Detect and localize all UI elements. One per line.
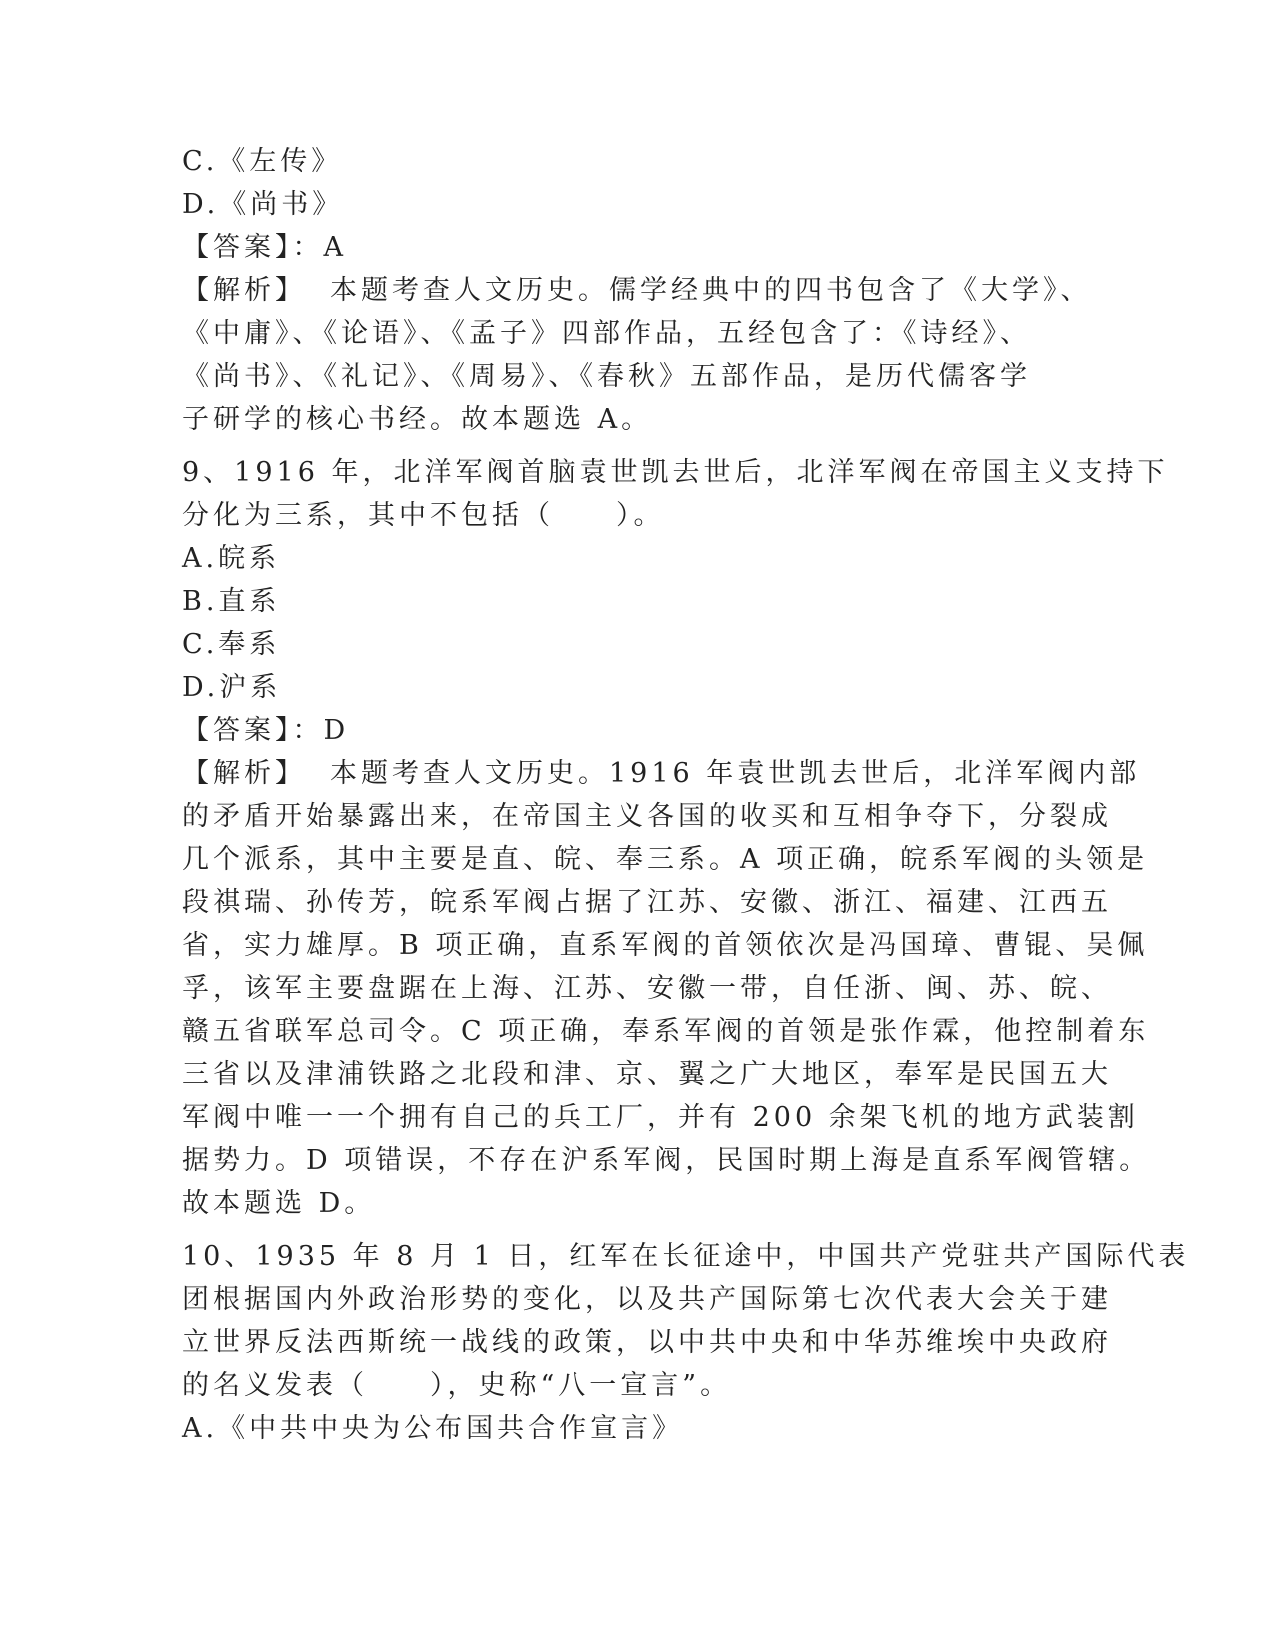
option-b: B.直系 [182,586,281,617]
question-stem: 立世界反法西斯统一战线的政策，以中共中央和中华苏维埃中央政府 [182,1327,1112,1358]
analysis-text: 本题考查人文历史。儒学经典中的四书包含了《大学》、 [330,275,1092,306]
option-c: C.《左传》 [182,146,343,177]
option-c: C.奉系 [182,629,281,660]
analysis-line: 赣五省联军总司令。C 项正确，奉系军阀的首领是张作霖，他控制着东 [182,1016,1150,1047]
analysis-line: 的矛盾开始暴露出来，在帝国主义各国的收买和互相争夺下，分裂成 [182,801,1112,832]
question-stem: 分化为三系，其中不包括（ ）。 [182,500,665,531]
analysis-line: 《中庸》、《论语》、《孟子》四部作品，五经包含了：《诗经》、 [182,318,1031,349]
analysis-line: 据势力。D 项错误，不存在沪系军阀，民国时期上海是直系军阀管辖。 [182,1145,1151,1176]
question-8 [182,140,1092,441]
analysis-line: 孚，该军主要盘踞在上海、江苏、安徽一带，自任浙、闽、苏、皖、 [182,973,1112,1004]
analysis-line [182,269,1092,312]
analysis-label: 【解析】 [182,275,306,306]
analysis-line: 《尚书》、《礼记》、《周易》、《春秋》五部作品，是历代儒客学 [182,361,1031,392]
question-stem: 10、1935 年 8 月 1 日，红军在长征途中，中国共产党驻共产国际代表 [182,1241,1190,1272]
question-stem: 9、1916 年，北洋军阀首脑袁世凯去世后，北洋军阀在帝国主义支持下 [182,457,1169,488]
answer: 【答案】：A [182,232,347,263]
analysis-line: 省，实力雄厚。B 项正确，直系军阀的首领依次是冯国璋、曹锟、吴佩 [182,930,1149,961]
analysis-line: 三省以及津浦铁路之北段和津、京、翼之广大地区，奉军是民国五大 [182,1059,1112,1090]
analysis-text: 本题考查人文历史。1916 年袁世凯去世后，北洋军阀内部 [330,758,1141,789]
analysis-line: 子研学的核心书经。故本题选 A。 [182,404,653,435]
option-d: D.《尚书》 [182,189,344,220]
question-stem: 的名义发表（ ），史称“八一宣言”。 [182,1370,732,1401]
analysis-line: 故本题选 D。 [182,1188,376,1219]
exam-page [182,140,1190,1450]
analysis-label: 【解析】 [182,758,306,789]
option-a: A.《中共中央为公布国共合作宣言》 [182,1413,684,1444]
answer: 【答案】：D [182,715,350,746]
question-10 [182,1235,1190,1450]
option-a: A.皖系 [182,543,281,574]
question-stem: 团根据国内外政治形势的变化，以及共产国际第七次代表大会关于建 [182,1284,1112,1315]
analysis-line: 段祺瑞、孙传芳，皖系军阀占据了江苏、安徽、浙江、福建、江西五 [182,887,1112,918]
analysis-line [182,752,1141,795]
analysis-line: 几个派系，其中主要是直、皖、奉三系。A 项正确，皖系军阀的头领是 [182,844,1149,875]
option-d: D.沪系 [182,672,282,703]
analysis-line: 军阀中唯一一个拥有自己的兵工厂，并有 200 余架飞机的地方武装割 [182,1102,1139,1133]
question-9 [182,451,1169,1225]
